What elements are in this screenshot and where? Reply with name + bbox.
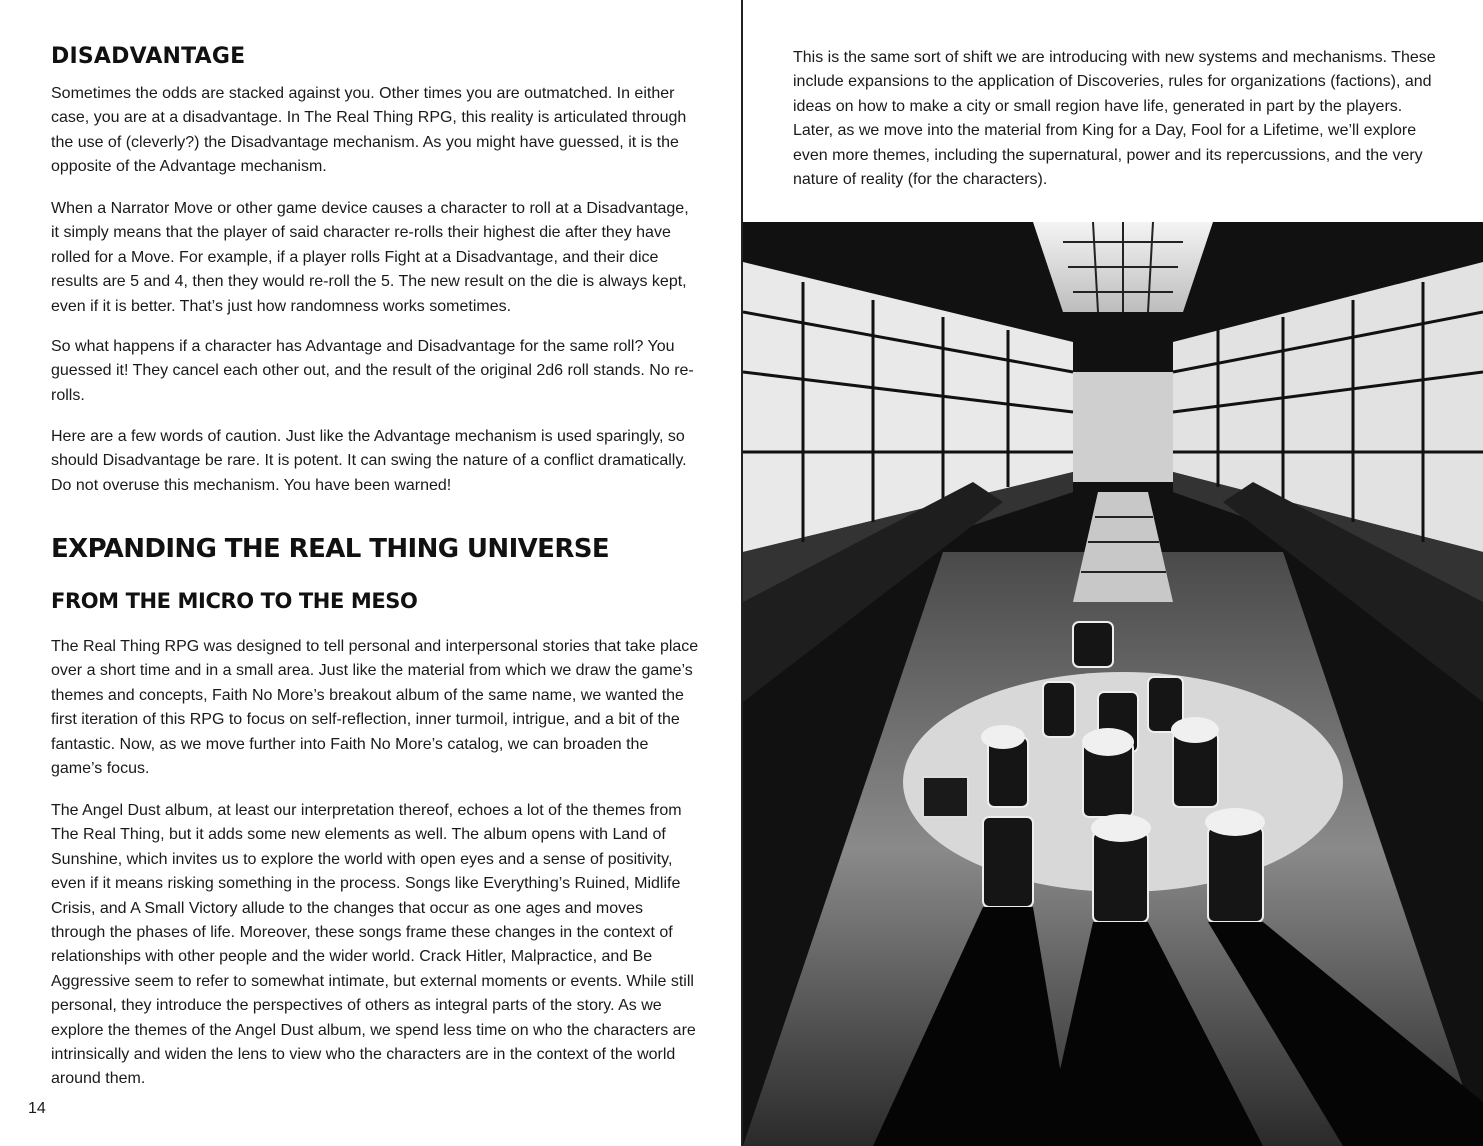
paragraph-micro-1: The Real Thing RPG was designed to tell personal and interpersonal stories that take place over a short time and in a small area. Just like the material from which we draw the game’s themes and concepts, Faith No More’s breakout album of the same name, we wanted the first iteration of this RPG to focus on self-reflection, inner turmoil, intrigue, and a bit of the fantastic. Now, as we move further into Faith No More’s catalog, we can broaden the game’s focus.: [51, 638, 699, 778]
right-page: [743, 0, 1483, 1146]
paragraph-disadvantage-3: So what happens if a character has Advantage and Disadvantage for the same roll? You guessed it! They cancel each other out, and the result of the original 2d6 roll stands. No re-rolls.: [51, 338, 694, 404]
market-hall-illustration: [743, 222, 1483, 1146]
paragraph-disadvantage-2: When a Narrator Move or other game device causes a character to roll at a Disadvantage, it simply means that the player of said character re-rolls their highest die after they have rolled for a Move. For example, if a player rolls Fight at a Disadvantage, and their dice results are 5 and 4, then they would re-roll the 5. The new result on the die is always kept, even if it is better. That’s just how randomness works sometimes.: [51, 200, 689, 315]
paragraph-micro-2: The Angel Dust album, at least our interpretation thereof, echoes a lot of the themes from The Real Thing, but it adds some new elements as well. The album opens with Land of Sunshine, which invites us to explore the world with open eyes and a sense of positivity, even if it means risking something in the process. Songs like Everything’s Ruined, Midlife Crisis, and A Small Victory allude to the changes that occur as one ages and moves through the phases of life. Moreover, these songs frame these changes in the context of relationships with other people and the wider world. Crack Hitler, Malpractice, and Be Aggressive seem to refer to somewhat intimate, but external moments or events. While still personal, they introduce the perspectives of others as integral parts of the story. As we explore the themes of the Angel Dust album, we spend less time on who the characters are intrinsically and widen the lens to view who the characters are in the context of the world around them.: [51, 802, 696, 1088]
illustration-drawing: [743, 222, 1483, 1146]
paragraph-disadvantage-4: Here are a few words of caution. Just like the Advantage mechanism is used sparingly, so should Disadvantage be rare. It is potent. It can swing the nature of a conflict dramatically. Do not overuse this mechanism. You have been warned!: [51, 428, 687, 494]
paragraph-disadvantage-1: Sometimes the odds are stacked against you. Other times you are outmatched. In either case, you are at a disadvantage. In The Real Thing RPG, this reality is articulated through the use of (cleverly?) the Disadvantage mechanism. As you might have guessed, it is the opposite of the Advantage mechanism.: [51, 85, 687, 176]
heading-disadvantage: DISADVANTAGE: [51, 44, 246, 69]
heading-expanding-universe: EXPANDING THE REAL THING UNIVERSE: [51, 534, 610, 564]
paragraph-intro-right: This is the same sort of shift we are introducing with new systems and mechanisms. These include expansions to the application of Discoveries, rules for organizations (factions), and ideas on how to make a city or small region have life, generated in part by the players. Later, as we move into the material from King for a Day, Fool for a Lifetime, we’ll explore even more themes, including the supernatural, power and its repercussions, and the very nature of reality (for the characters).: [793, 49, 1436, 189]
page-number: 14: [28, 1100, 46, 1117]
heading-micro-to-meso: FROM THE MICRO TO THE MESO: [51, 589, 418, 613]
